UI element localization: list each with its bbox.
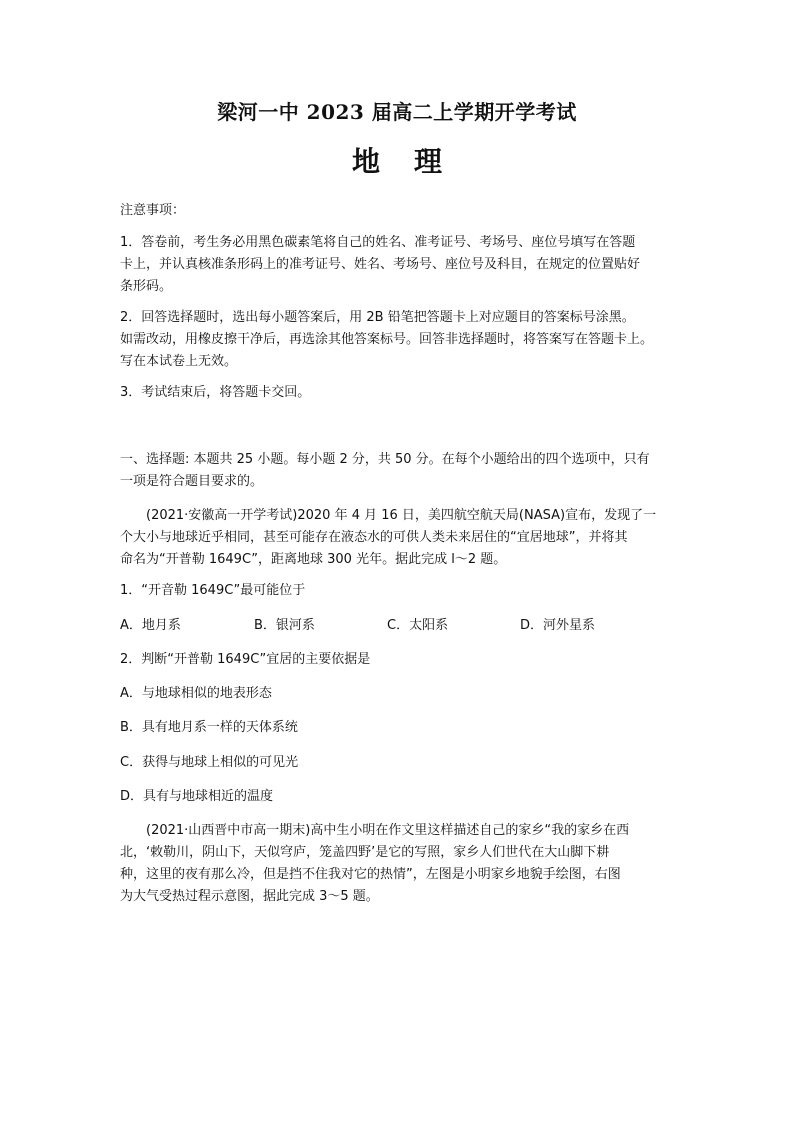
section-1-line: 一项是符合题目要求的。 xyxy=(120,474,264,489)
notice-heading xyxy=(120,200,680,222)
exam-title: 梁河一中 2023 届高二上学期开学考试 xyxy=(217,100,577,124)
question-1-stem-text: 1．“开音勒 1649C”最可能位于 xyxy=(120,583,306,598)
question-1-stem xyxy=(120,580,680,602)
notice-item-3-line: 3．考试结束后，将答题卡交回。 xyxy=(120,385,311,400)
question-2-option-a[interactable]: A．与地球相似的地表形态 xyxy=(120,686,272,701)
subject-title: 地理 xyxy=(351,145,476,178)
notice-heading-text: 注意事项： xyxy=(120,203,186,218)
notice-item-2-line: 如需改动，用橡皮擦干净后，再选涂其他答案标号。回答非选择题时，将答案写在答题卡上。 xyxy=(120,332,654,347)
question-2-option-d[interactable]: D．具有与地球相近的温度 xyxy=(120,789,274,804)
passage-2-line: 为大气受热过程示意图，据此完成 3～5 题。 xyxy=(120,889,379,904)
passage-2 xyxy=(120,820,680,908)
passage-2-line: 种，这里的夜有那么冷，但是挡不住我对它的热情”，左图是小明家乡地貌手绘图，右图 xyxy=(120,867,621,882)
question-2-stem xyxy=(120,649,680,671)
question-2-option-b[interactable]: B．具有地月系一样的天体系统 xyxy=(120,720,298,735)
question-1-option-c[interactable]: C．太阳系 xyxy=(387,618,449,633)
question-2-stem-text: 2．判断“开普勒 1649C”宜居的主要依据是 xyxy=(120,652,371,667)
notice-item-2-line: 2．回答选择题时，选出每小题答案后，用 2B 铅笔把答题卡上对应题目的答案标号涂黑。 xyxy=(120,310,635,325)
notice-item-2-line: 写在本试卷上无效。 xyxy=(120,354,238,369)
passage-1-line: (2021·安徽高一开学考试)2020 年 4 月 16 日，美四航空航天局(NASA)宣布，发现了一 xyxy=(146,508,657,523)
passage-2-line: (2021·山西晋中市高一期末)高中生小明在作文里这样描述自己的家乡“我的家乡在西 xyxy=(146,823,630,838)
notice-item-1-line: 条形码。 xyxy=(120,279,173,294)
notice-item-1-line: 1．答卷前，考生务必用黑色碳素笔将自己的姓名、准考证号、考场号、座位号填写在答题 xyxy=(120,235,636,250)
question-1-option-a[interactable]: A．地月系 xyxy=(120,618,181,633)
section-1-line: 一、选择题: 本题共 25 小题。每小题 2 分，共 50 分。在每个小题给出的四个选项中，只有 xyxy=(120,452,650,467)
passage-1-line: 命名为“开普勒 1649C”，距离地球 300 光年。据此完成 l～2 题。 xyxy=(120,552,507,567)
notice-item-1-line: 卡上，并认真核准条形码上的准考证号、姓名、考场号、座位号及科目，在规定的位置贴好 xyxy=(120,257,641,272)
question-1-option-b[interactable]: B．银河系 xyxy=(254,618,315,633)
passage-1-line: 个大小与地球近乎相同，甚至可能存在液态水的可供人类未来居住的“宜居地球”，并将其 xyxy=(120,530,628,545)
question-1-options xyxy=(120,615,680,637)
notice-item-3 xyxy=(120,382,680,404)
question-2-option-c[interactable]: C．获得与地球上相似的可见光 xyxy=(120,755,299,770)
question-1-option-d[interactable]: D．河外星系 xyxy=(520,618,596,633)
passage-1 xyxy=(120,505,680,571)
section-1-heading xyxy=(120,449,680,493)
notice-item-2 xyxy=(120,307,680,373)
passage-2-line: 北，‘敕勒川，阴山下，天似穹庐，笼盖四野’是它的写照，家乡人们世代在大山脚下耕 xyxy=(120,845,610,860)
notice-item-1 xyxy=(120,232,680,298)
